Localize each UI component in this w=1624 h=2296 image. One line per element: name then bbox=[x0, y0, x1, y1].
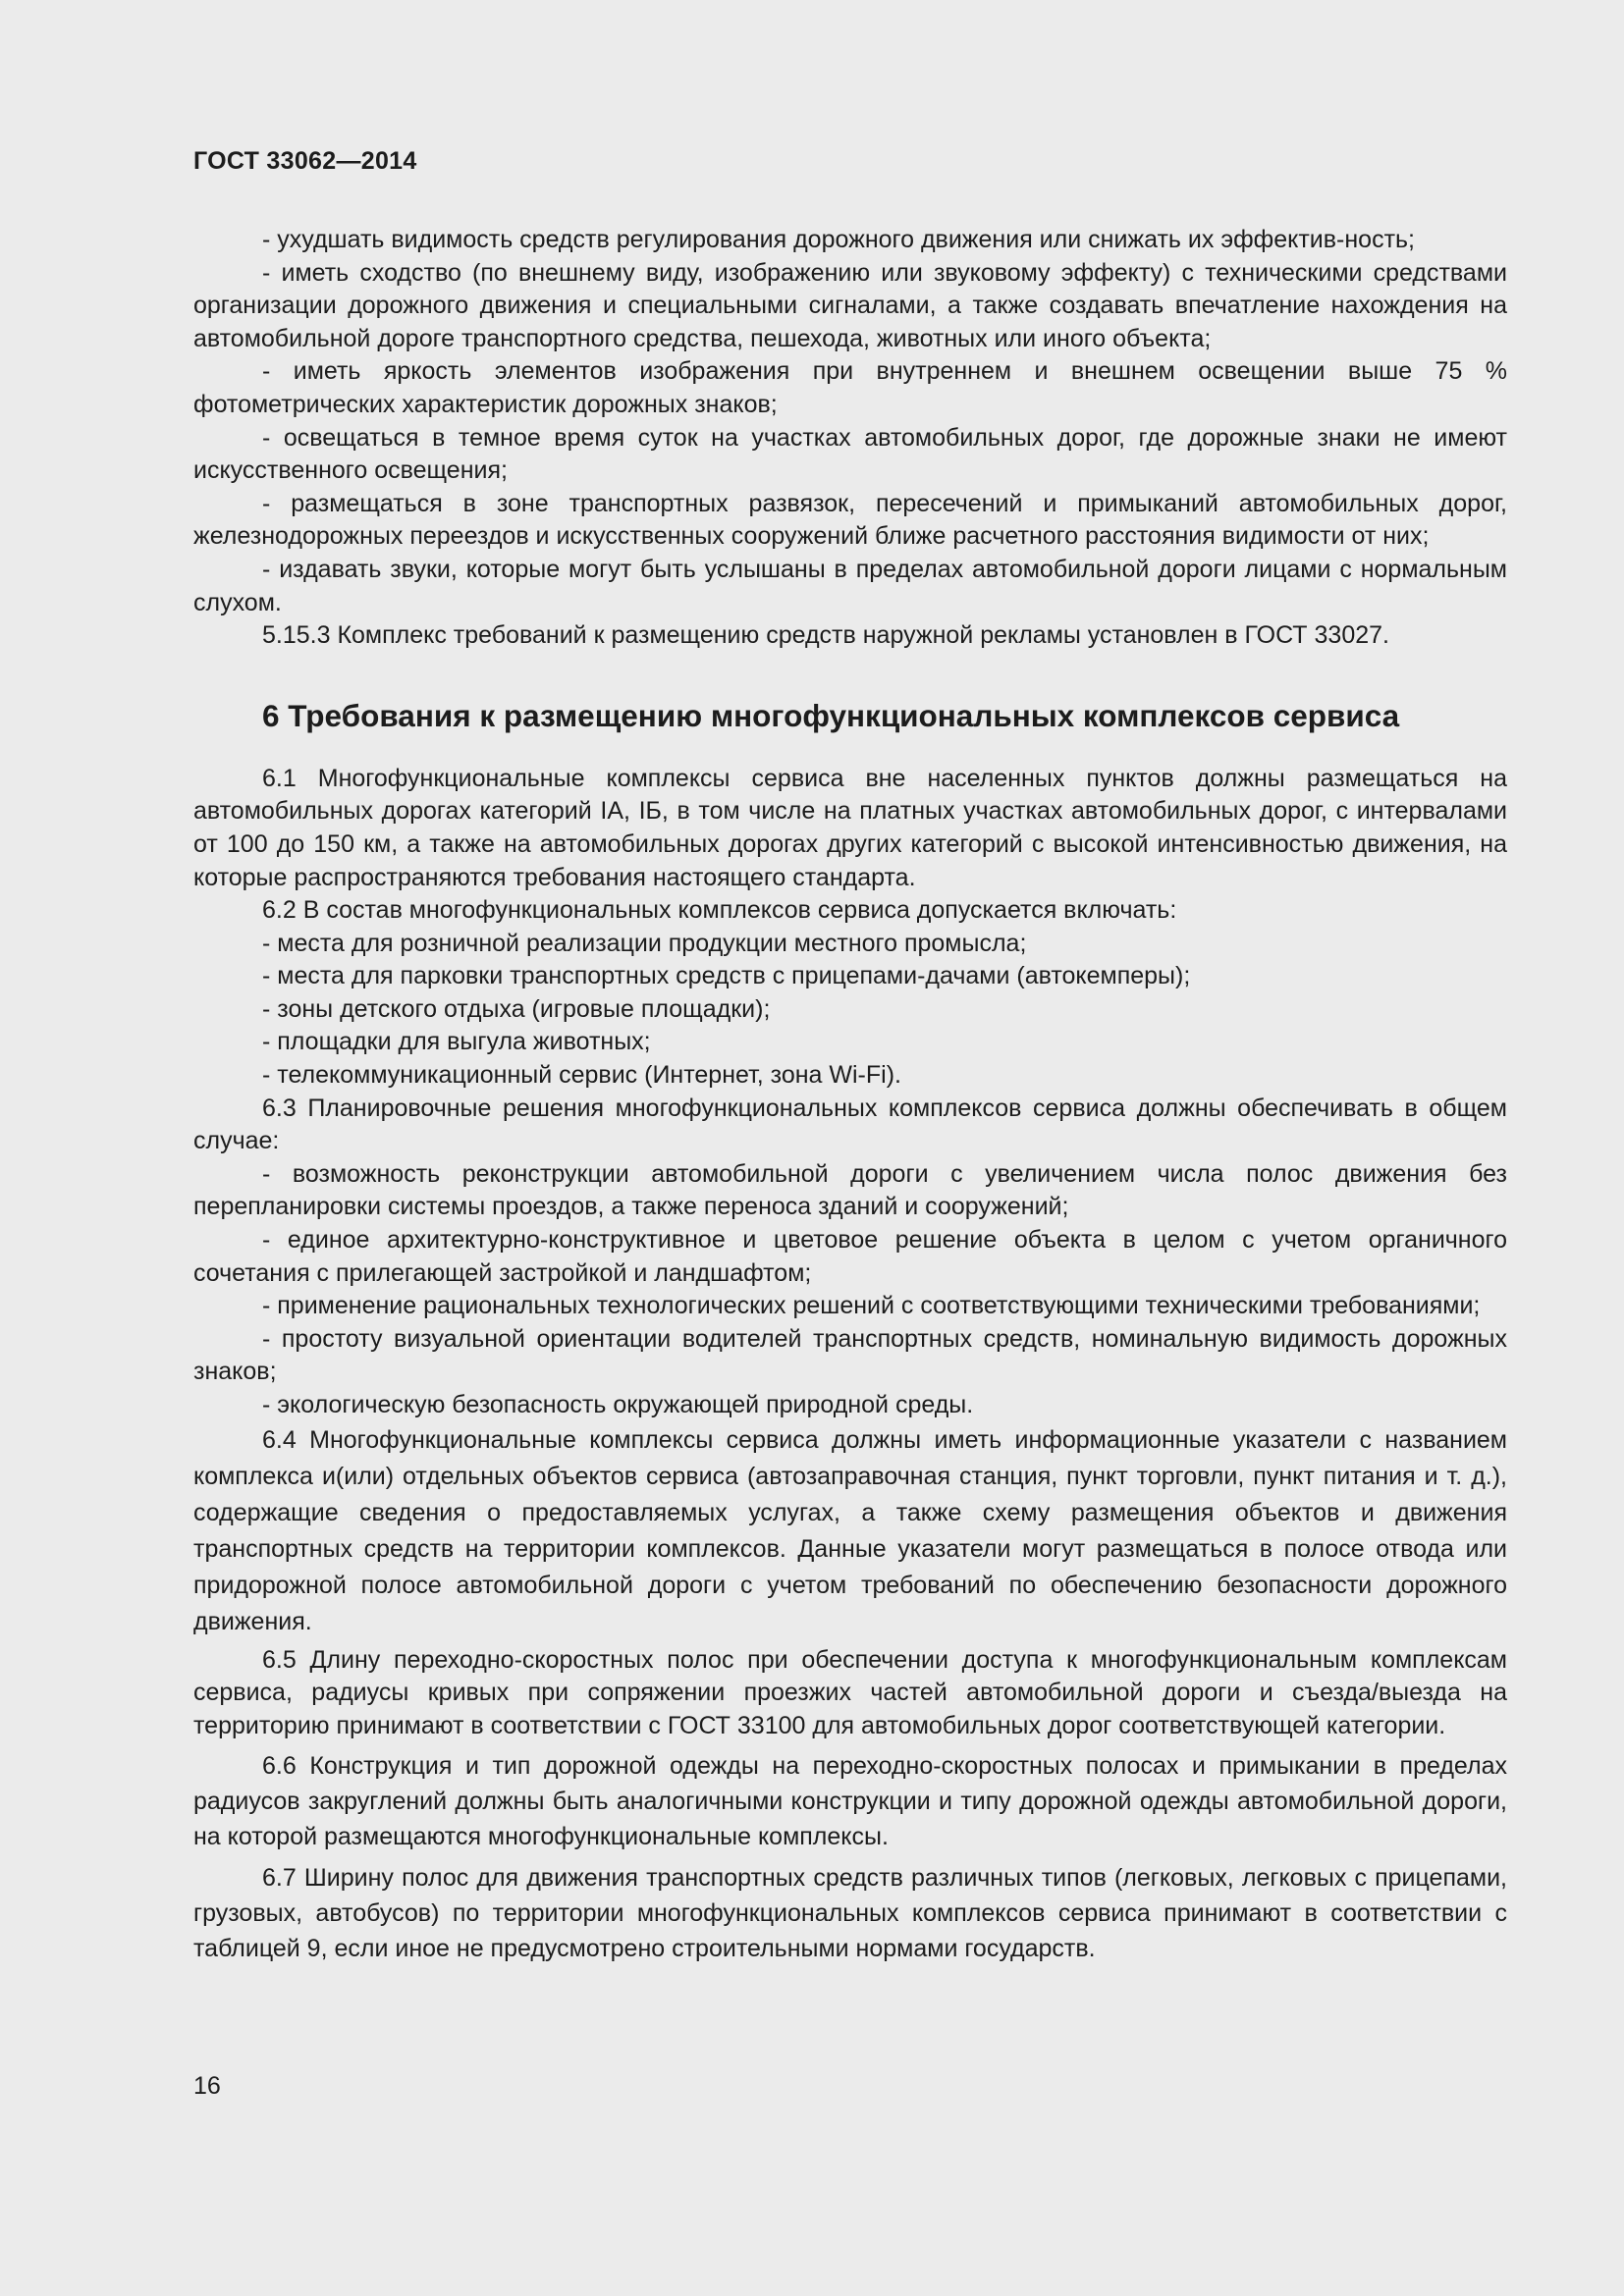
list-item: - телекоммуникационный сервис (Интернет, зона Wi-Fi). bbox=[262, 1061, 901, 1090]
paragraph-6-1: 6.1 Многофункциональные комплексы сервиса вне населенных пунктов должны размещаться на автомобильных дорогах категорий IА, IБ, в том числе на платных участках автомобильных дорог, с интервалами от 100 до 150 км, а также на автомобильных дорогах других категорий с высокой интенсивностью движения, на которые распространяются требования настоящего стандарта. bbox=[193, 764, 1507, 891]
list-item: - площадки для выгула животных; bbox=[262, 1028, 651, 1056]
list-item: - издавать звуки, которые могут быть услышаны в пределах автомобильной дороги лицами с нормальным слухом. bbox=[193, 555, 1507, 616]
paragraph-6-2: 6.2 В состав многофункциональных комплексов сервиса допускается включать: bbox=[262, 896, 1177, 925]
list-item: - места для парковки транспортных средств с прицепами-дачами (автокемперы); bbox=[262, 962, 1191, 990]
paragraph-6-7: 6.7 Ширину полос для движения транспортных средств различных типов (легковых, легковых с прицепами, грузовых, автобусов) по территории многофункциональных комплексов сервиса принимают в соответствии с таблицей 9, если иное не предусмотрено строительными нормами государств. bbox=[193, 1864, 1507, 1963]
list-item: - применение рациональных технологических решений с соответствующими техническими требованиями; bbox=[262, 1292, 1481, 1320]
list-item: - иметь сходство (по внешнему виду, изображению или звуковому эффекту) с техническими средствами организации дорожного движения и специальными сигналами, а также создавать впечатление нахождения на автомобильной дороге транспортного средства, пешехода, животных или иного объекта; bbox=[193, 258, 1507, 352]
list-item: - иметь яркость элементов изображения при внутреннем и внешнем освещении выше 75 % фотометрических характеристик дорожных знаков; bbox=[193, 357, 1507, 418]
list-item: - места для розничной реализации продукции местного промысла; bbox=[262, 929, 1027, 957]
list-item: - единое архитектурно-конструктивное и цветовое решение объекта в целом с учетом органичного сочетания с прилегающей застройкой и ландшафтом; bbox=[193, 1226, 1507, 1287]
list-item: - размещаться в зоне транспортных развязок, пересечений и примыканий автомобильных дорог, железнодорожных переездов и искусственных сооружений ближе расчетного расстояния видимости от них; bbox=[193, 489, 1507, 551]
list-item: - ухудшать видимость средств регулирования дорожного движения или снижать их эффектив-ность; bbox=[262, 226, 1415, 253]
section-6-heading: 6 Требования к размещению многофункциональных комплексов сервиса bbox=[262, 697, 1400, 733]
document-header: ГОСТ 33062—2014 bbox=[193, 147, 417, 175]
paragraph-6-6: 6.6 Конструкция и тип дорожной одежды на переходно-скоростных полосах и примыкании в пределах радиусов закруглений должны быть аналогичными конструкции и типу дорожной одежды автомобильной дороги, на которой размещаются многофункциональные комплексы. bbox=[193, 1752, 1507, 1851]
list-item: - зоны детского отдыха (игровые площадки); bbox=[262, 994, 771, 1023]
page-number: 16 bbox=[193, 2072, 221, 2100]
list-item: - экологическую безопасность окружающей природной среды. bbox=[262, 1391, 974, 1418]
paragraph-6-3: 6.3 Планировочные решения многофункциональных комплексов сервиса должны обеспечивать в общем случае: bbox=[193, 1094, 1507, 1155]
list-item: - освещаться в темное время суток на участках автомобильных дорог, где дорожные знаки не имеют искусственного освещения; bbox=[193, 423, 1507, 485]
list-item: - возможность реконструкции автомобильной дороги с увеличением числа полос движения без перепланировки системы проездов, а также переноса зданий и сооружений; bbox=[193, 1159, 1507, 1221]
paragraph-6-5: 6.5 Длину переходно-скоростных полос при обеспечении доступа к многофункциональным комплексам сервиса, радиусы кривых при сопряжении проезжих частей автомобильной дороги и съезда/выезда на территорию принимают в соответствии с ГОСТ 33100 для автомобильных дорог соответствующей категории. bbox=[193, 1645, 1507, 1739]
intro-list bbox=[193, 224, 1507, 653]
list-item: - простоту визуальной ориентации водителей транспортных средств, номинальную видимость дорожных знаков; bbox=[193, 1324, 1507, 1386]
paragraph-6-4: 6.4 Многофункциональные комплексы сервиса должны иметь информационные указатели с названием комплекса и(или) отдельных объектов сервиса (автозаправочная станция, пункт торговли, пункт питания и т. д.), содержащие сведения о предоставляемых услугах, а также схему размещения объектов и движения транспортных средств на территории комплексов. Данные указатели могут размещаться в полосе отвода или придорожной полосе автомобильной дороги с учетом требований по обеспечению безопасности дорожного движения. bbox=[193, 1425, 1507, 1635]
paragraph-5-15-3: 5.15.3 Комплекс требований к размещению средств наружной рекламы установлен в ГОСТ 33027. bbox=[262, 621, 1389, 650]
page-content bbox=[193, 224, 1507, 1966]
